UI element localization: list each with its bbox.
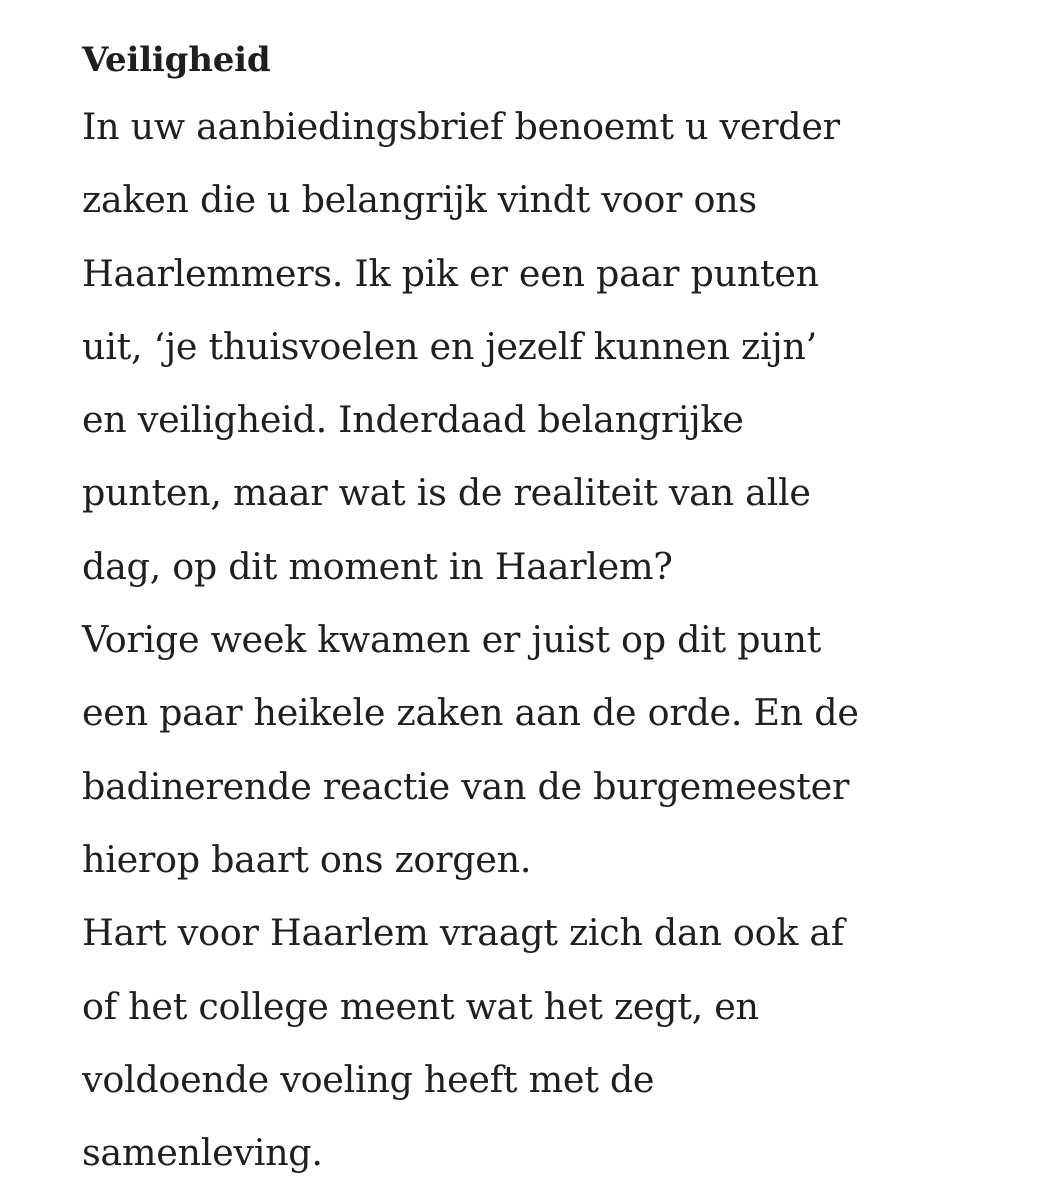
text-line: Haarlemmers. Ik pik er een paar punten	[82, 251, 819, 295]
text-line: voldoende voeling heeft met de	[82, 1057, 655, 1101]
text-line: samenleving.	[82, 1131, 323, 1175]
paragraph-last-week	[82, 603, 1022, 896]
text-line: In uw aanbiedingsbrief benoemt u verder	[82, 105, 840, 148]
text-line: een paar heikele zaken aan de orde. En de	[82, 691, 859, 735]
text-line: of het college meent wat het zegt, en	[82, 984, 759, 1028]
paragraph-conclusion	[82, 896, 1022, 1189]
text-line: Vorige week kwamen er juist op dit punt	[82, 618, 822, 662]
text-line: uit, ‘je thuisvoelen en jezelf kunnen zijn’	[82, 324, 817, 368]
text-line: hierop baart ons zorgen.	[82, 837, 532, 881]
paragraph-intro	[82, 90, 1022, 603]
text-line: zaken die u belangrijk vindt voor ons	[82, 178, 757, 222]
section-heading: Veiligheid	[82, 40, 271, 80]
text-line: Hart voor Haarlem vraagt zich dan ook af	[82, 911, 845, 955]
article-body	[82, 30, 1022, 1189]
text-line: badinerende reactie van de burgemeester	[82, 764, 850, 808]
text-line: punten, maar wat is de realiteit van alle	[82, 471, 811, 515]
text-line: en veiligheid. Inderdaad belangrijke	[82, 398, 744, 442]
text-line: dag, op dit moment in Haarlem?	[82, 544, 673, 588]
